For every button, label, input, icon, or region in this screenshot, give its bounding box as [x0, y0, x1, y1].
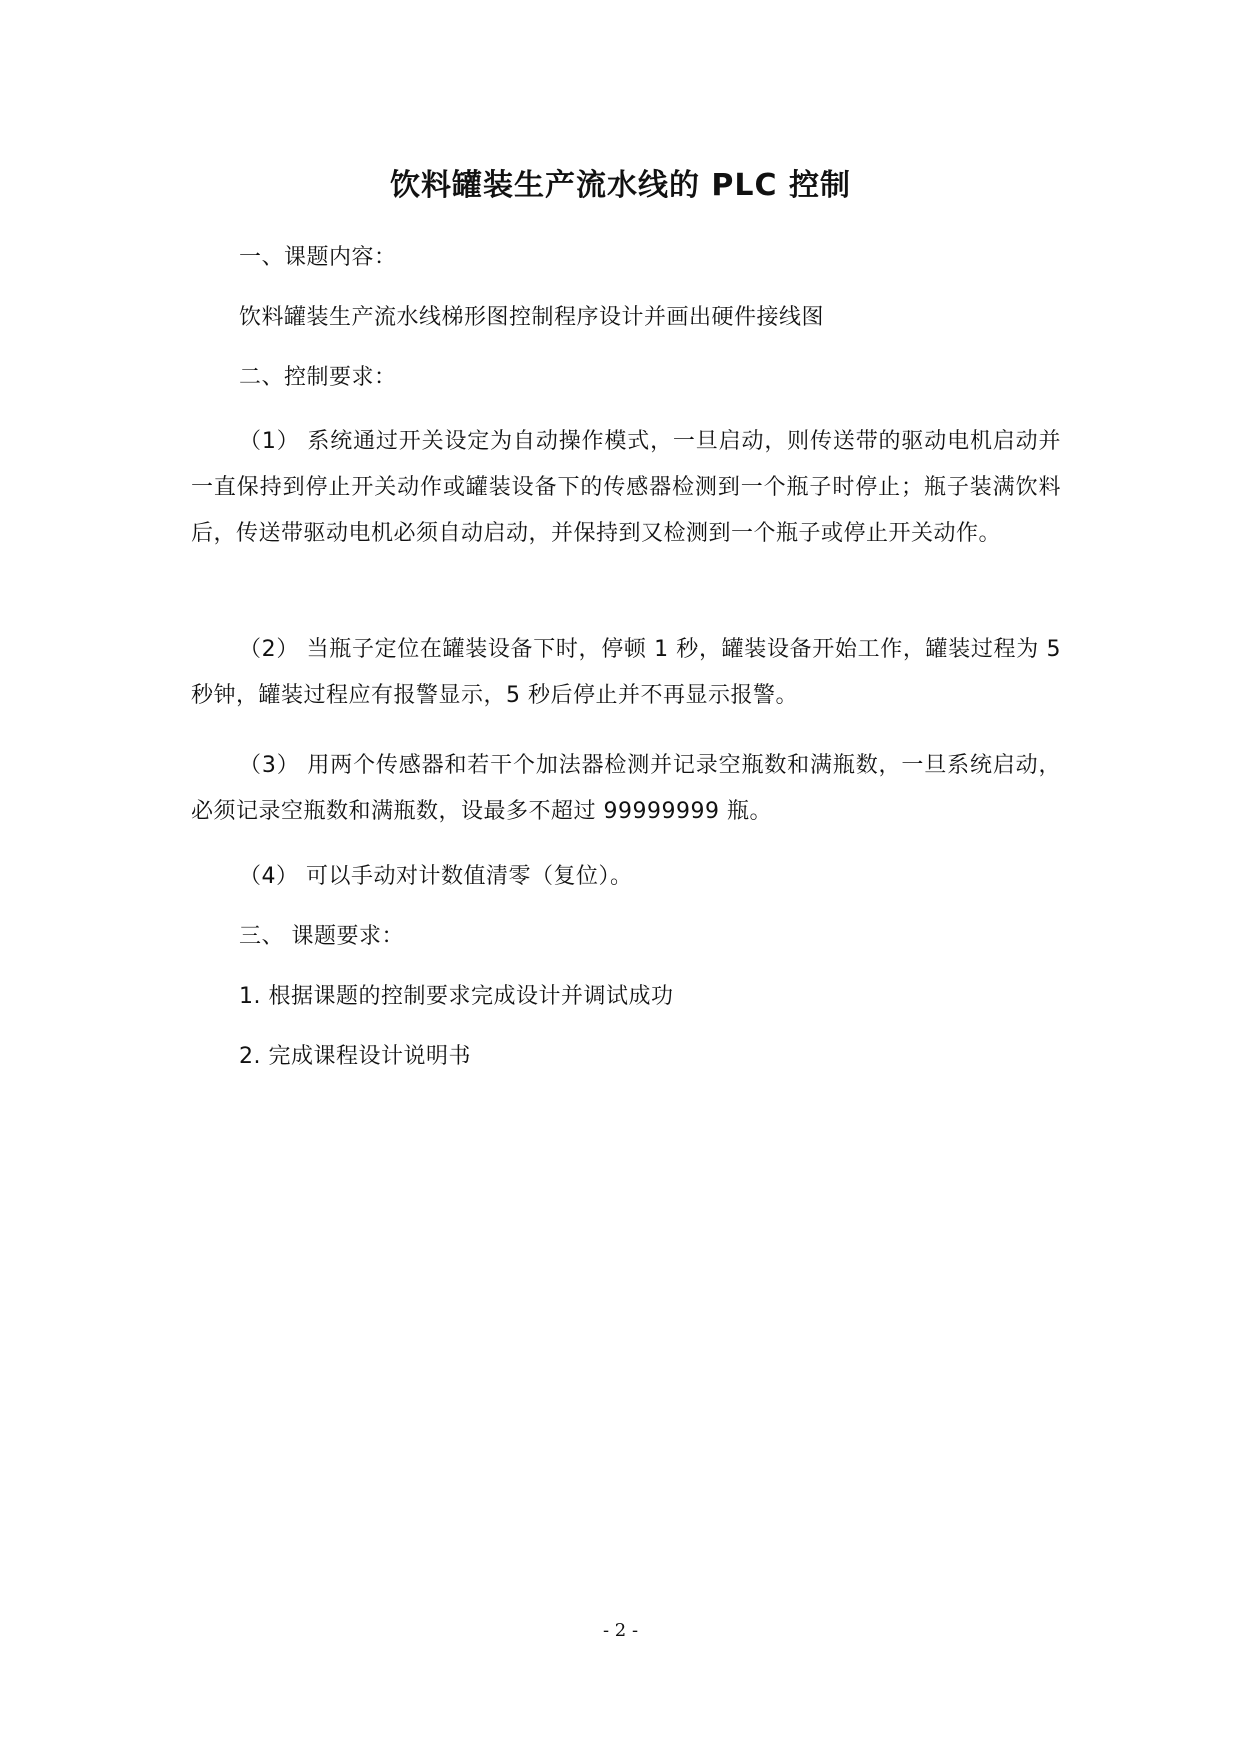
- section-heading-content: 一、课题内容：: [239, 245, 397, 270]
- requirement-item-4: （4） 可以手动对计数值清零（复位）。: [239, 864, 633, 889]
- requirement-item-2: （2） 当瓶子定位在罐装设备下时，停顿 1 秒，罐装设备开始工作，罐装过程为 5 秒钟，罐装过程应有报警显示，5 秒后停止并不再显示报警。: [191, 637, 1061, 708]
- page-number: - 2 -: [602, 1620, 639, 1641]
- section-content-body: 饮料罐装生产流水线梯形图控制程序设计并画出硬件接线图: [239, 305, 825, 330]
- requirement-item-3: （3） 用两个传感器和若干个加法器检测并记录空瓶数和满瓶数，一旦系统启动，必须记录空瓶数和满瓶数，设最多不超过 99999999 瓶。: [191, 753, 1061, 824]
- document-title: 饮料罐装生产流水线的 PLC 控制: [389, 168, 851, 203]
- task-item-1: 1. 根据课题的控制要求完成设计并调试成功: [239, 984, 674, 1009]
- task-item-2: 2. 完成课程设计说明书: [239, 1044, 471, 1069]
- section-heading-requirements: 二、控制要求：: [239, 365, 397, 390]
- section-heading-task: 三、 课题要求：: [239, 924, 404, 949]
- requirement-item-1: （1） 系统通过开关设定为自动操作模式，一旦启动，则传送带的驱动电机启动并一直保持到停止开关动作或罐装设备下的传感器检测到一个瓶子时停止；瓶子装满饮料后，传送带驱动电机必须自动启动，并保持到又检测到一个瓶子或停止开关动作。: [191, 429, 1061, 546]
